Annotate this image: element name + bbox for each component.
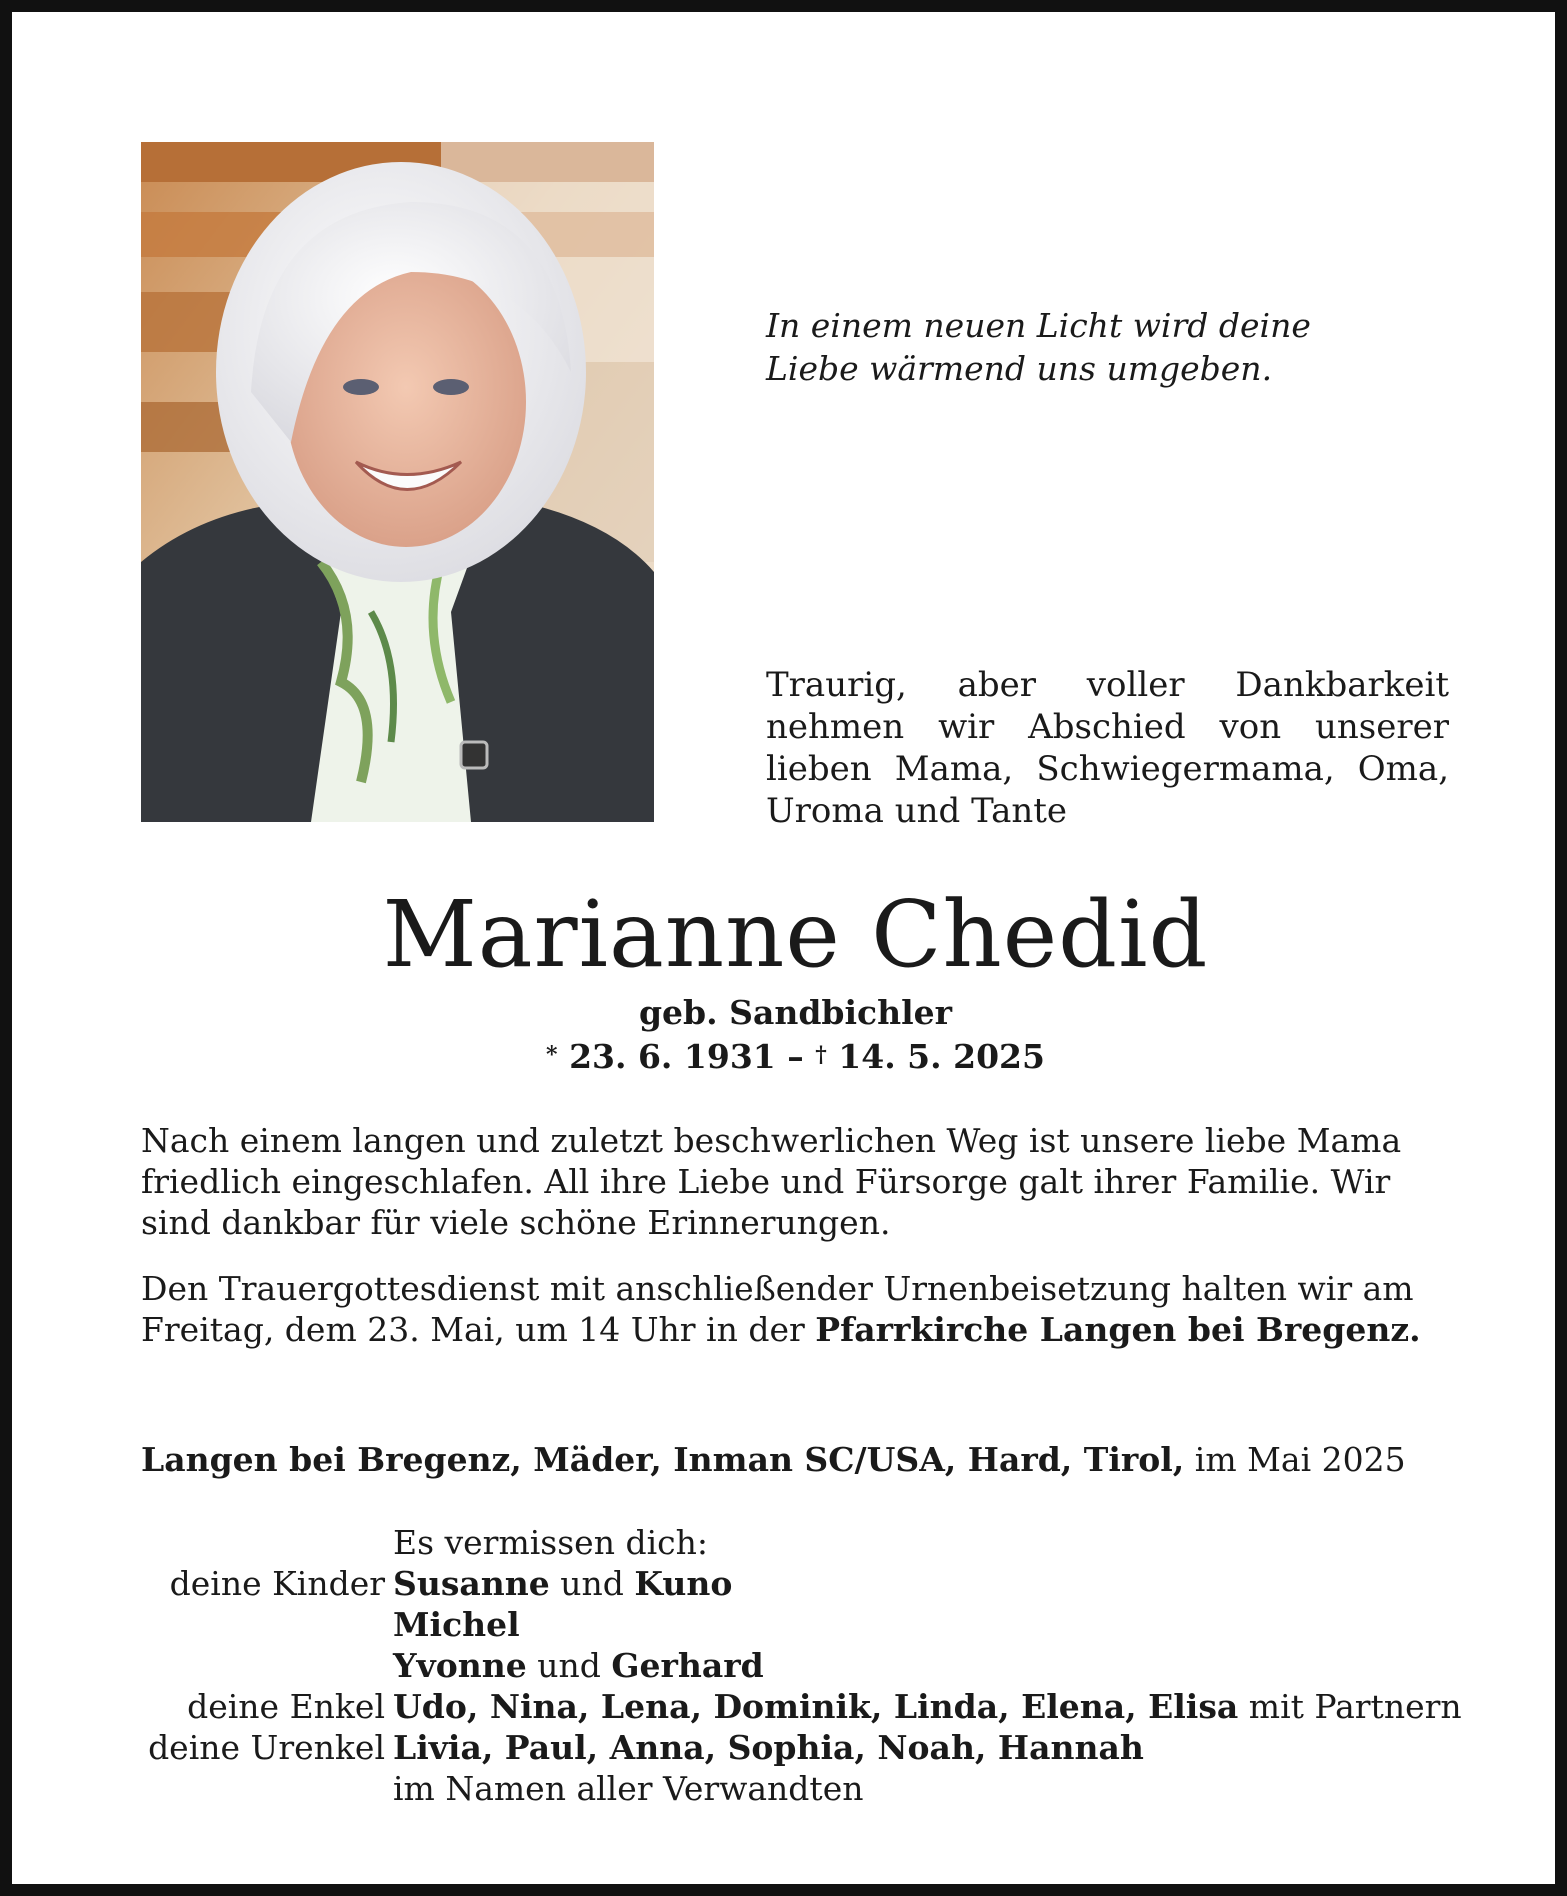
death-symbol: † xyxy=(815,1042,827,1068)
partner-name: Gerhard xyxy=(611,1646,764,1685)
child-name: Yvonne xyxy=(393,1646,527,1685)
paragraph-service-line-1: Den Trauergottesdienst mit anschließender Urnenbeisetzung halten wir am xyxy=(141,1269,1414,1308)
paragraph-farewell-line-3: sind dankbar für viele schöne Erinnerungen. xyxy=(141,1203,891,1242)
children-entry-2: Michel xyxy=(393,1605,520,1644)
partner-name: Kuno xyxy=(634,1564,733,1603)
death-date: 14. 5. 2025 xyxy=(838,1037,1045,1076)
life-dates xyxy=(12,1036,1567,1078)
grandchildren-entry xyxy=(393,1686,1462,1727)
family-heading-row xyxy=(12,1522,1567,1563)
motto-quote xyxy=(766,304,1506,390)
paragraph-farewell xyxy=(141,1120,1449,1243)
service-time: Freitag, dem 23. Mai, um 14 Uhr in der xyxy=(141,1310,816,1349)
grandchildren-row xyxy=(12,1686,1567,1727)
children-row-2 xyxy=(12,1604,1567,1645)
children-row-3 xyxy=(12,1645,1567,1686)
greatgrandchildren-row xyxy=(12,1727,1567,1768)
intro-text: Traurig, aber voller Dankbarkeit nehmen wir Abschied von unserer lieben Mama, Schwiegermama, Oma, Uroma und Tante xyxy=(766,665,1449,831)
date-separator: – xyxy=(787,1037,804,1076)
family-heading: Es vermissen dich: xyxy=(393,1523,708,1562)
deceased-name: Marianne Chedid xyxy=(382,881,1209,988)
grandchildren-label: deine Enkel xyxy=(187,1687,385,1726)
motto-line-2: Liebe wärmend uns umgeben. xyxy=(766,349,1273,388)
birth-symbol: * xyxy=(546,1042,558,1068)
conjunction: und xyxy=(549,1564,635,1603)
conjunction: und xyxy=(526,1646,612,1685)
birth-date: 23. 6. 1931 xyxy=(569,1037,776,1076)
paragraph-service xyxy=(141,1268,1449,1350)
places-line xyxy=(141,1439,1481,1480)
family-list xyxy=(12,1522,1567,1809)
children-entry-3 xyxy=(393,1645,764,1686)
paragraph-farewell-line-2: friedlich eingeschlafen. All ihre Liebe und Fürsorge galt ihrer Familie. Wir xyxy=(141,1162,1391,1201)
children-entry-1 xyxy=(393,1563,732,1604)
service-location: Pfarrkirche Langen bei Bregenz. xyxy=(815,1310,1421,1349)
paragraph-service-line-2 xyxy=(141,1309,1449,1350)
greatgrandchildren-names: Livia, Paul, Anna, Sophia, Noah, Hannah xyxy=(393,1728,1144,1767)
portrait-photo xyxy=(141,142,654,822)
places-date: im Mai 2025 xyxy=(1184,1440,1406,1479)
paragraph-farewell-line-1: Nach einem langen und zuletzt beschwerlichen Weg ist unsere liebe Mama xyxy=(141,1121,1402,1160)
child-name: Susanne xyxy=(393,1564,550,1603)
greatgrandchildren-label: deine Urenkel xyxy=(148,1728,385,1767)
grandchildren-names: Udo, Nina, Lena, Dominik, Linda, Elena, Elisa xyxy=(393,1687,1239,1726)
closing-text: im Namen aller Verwandten xyxy=(393,1769,864,1808)
children-row-1 xyxy=(12,1563,1567,1604)
birth-name: geb. Sandbichler xyxy=(638,993,953,1032)
closing-row xyxy=(12,1768,1567,1809)
grandchildren-suffix: mit Partnern xyxy=(1238,1687,1462,1726)
motto-line-1: In einem neuen Licht wird deine xyxy=(766,306,1311,345)
children-label: deine Kinder xyxy=(169,1564,385,1603)
places-list: Langen bei Bregenz, Mäder, Inman SC/USA, Hard, Tirol, xyxy=(141,1440,1185,1479)
